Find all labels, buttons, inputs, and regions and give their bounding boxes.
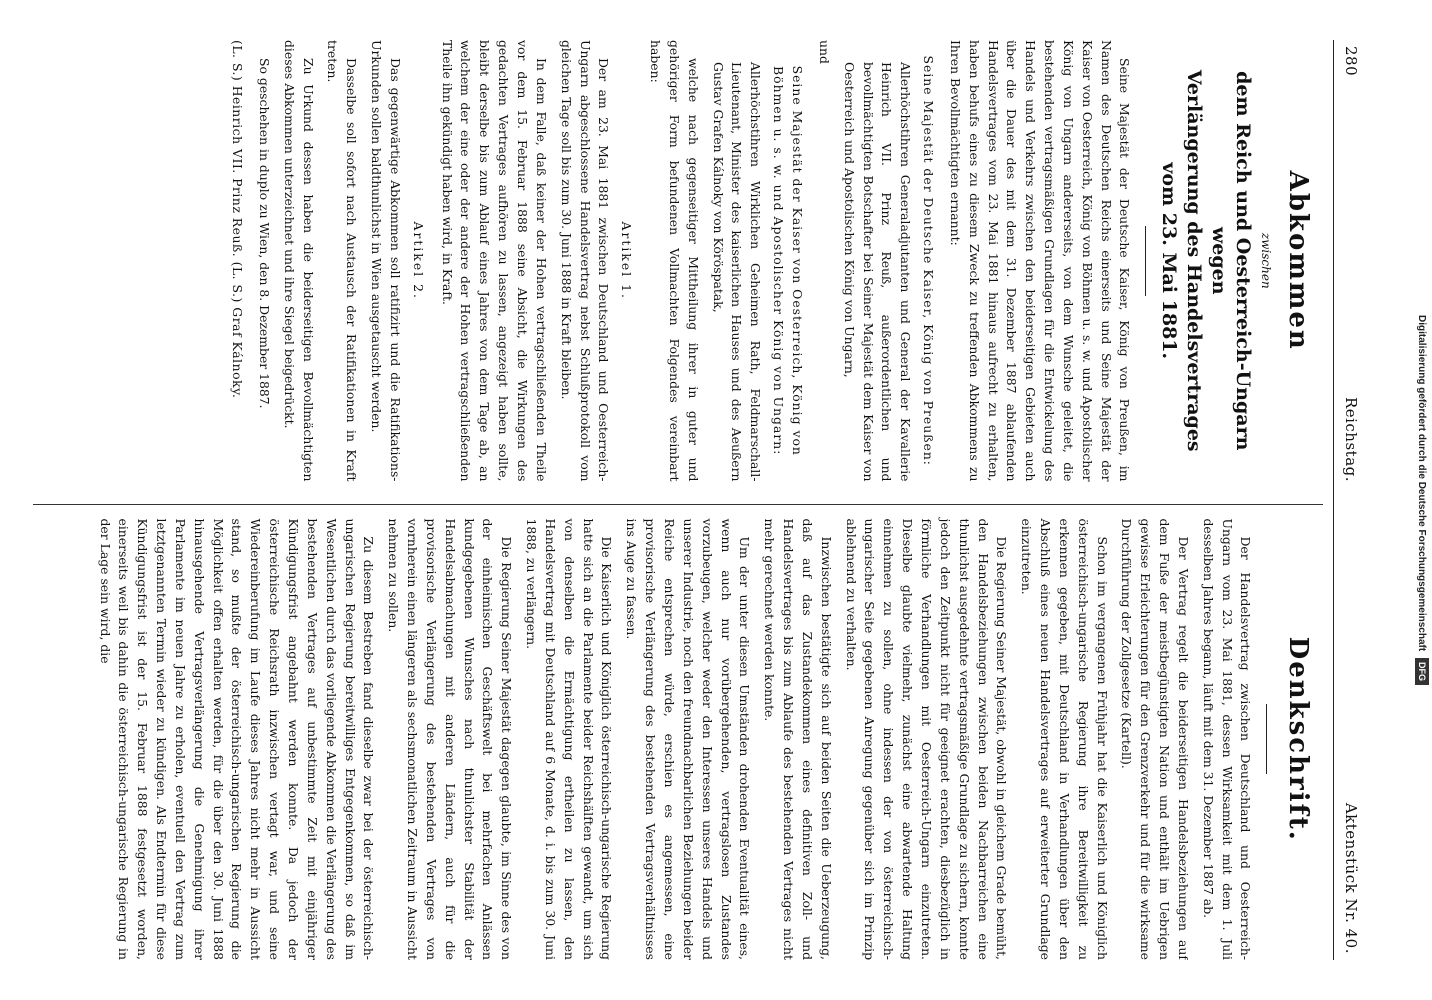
agreement-column <box>33 40 1323 482</box>
closing-line: So geschehen in duplo zu Wien, den 8. Dezember 1887. <box>256 58 272 409</box>
conjunction-und: und <box>816 40 832 64</box>
page-number: 280 <box>1342 46 1360 77</box>
article2-heading: Artikel 2. <box>410 221 426 300</box>
memorandum-column <box>33 504 1323 961</box>
party2-heading: Seine Majestät der Kaiser von Oesterreich, König von Böhmen u. s. w. und Apostolischer König von Ungarn: <box>771 65 805 456</box>
memo-paragraph-3: Schon im vergangenen Frühjahr hat die Kaiserlich und Königlich österreichisch-ungarische Regierung ihre Bereitwilligkeit zu erkennen gegeben, mit Deutschland in Verhandlungen über den Abschluß eines neuen Handelsvertrages auf erweiterter Grundlage einzutreten. <box>1019 518 1110 960</box>
memo-paragraph-1: Der Handelsvertrag zwischen Deutschland und Oesterreich-Ungarn vom 23. Mai 1881, dessen Wirksamkeit mit dem 1. Juli desselben Jahres begann, läuft mit dem 31. Dezember 1887 ab. <box>1200 518 1254 960</box>
agreement-subtitle <box>1157 40 1256 482</box>
article1-heading: Artikel 1. <box>619 221 635 300</box>
memo-paragraph-9: Zu diesem Bestreben fand dieselbe zwar bei der österreichisch-ungarischen Regierung bereitwilliges Entgegenkommen, so daß im Wesentlichen durch das vorliegende Abkommen die Verlängerung des bestehenden Vertrages auf unbestimmte Zeit mit einjähriger Kündigungsfrist angebahnt werden konnte. Da jedoch der österreichische Reichsrath inzwischen vertagt war, und seine Wiedereinberufung im Laufe dieses Jahres nicht mehr in Aussicht stand, so mußte der österreichisch-ungarischen Regierung die Möglichkeit offen erhalten werden, für die über den 30. Juni 1888 hinausgehende Vertragsverlängerung die Genehmigung ihrer Parlamente im neuen Jahre zu erholen, eventuell den Vertrag zum letztgenannten Termin wieder zu kündigen. Als Endtermin für diese Kündigungsfrist ist der 15. Februar 1888 festgesetzt worden, einerseits weil bis dahin die österreichisch-ungarische Regierung in der Lage sein wird, die <box>97 518 377 960</box>
digitization-credit-text: Digitalisierung gefördert durch die Deutsche Forschungsgemeinschaft <box>1416 315 1427 652</box>
digitization-credit-strip <box>1410 0 1432 1000</box>
memo-paragraph-7: Die Kaiserlich und Königlich österreichisch-ungarische Regierung hatte sich an die Parlamente beider Reichshälften gewandt, um sich von denselben die Ermächtigung ertheilen zu lassen, den Handelsvertrag mit Deutschland auf 6 Monate, d. i. bis zum 30. Juni 1888, zu verlängern. <box>524 518 615 960</box>
article2-paragraph-1: Das gegenwärtige Abkommen soll ratifizirt und die Ratifikations-Urkunden sollen baldthunlichst in Wien ausgetauscht werden. <box>369 40 403 482</box>
article1-paragraph-2: In dem Falle, daß keiner der Hohen vertragschließenden Theile vor dem 15. Februar 1888 seine Absicht, die Wirkungen des gedachten Vertrages aufhören zu lassen, angezeigt haben sollte, bleibt derselbe bis zum Ablauf eines Jahres von dem Tage ab, an welchem der eine oder der andere der Hohen vertragschließenden Theile ihn gekündigt haben wird, in Kraft. <box>439 40 549 482</box>
memo-paragraph-2: Der Vertrag regelt die beiderseitigen Handelsbeziehungen auf dem Fuße der meistbegünstigten Nation und enthält im Uebrigen gewisse Erleichterungen für den Grenzverkehr und für die wirksame Durchführung der Zollgesetze (Kartell). <box>1119 518 1191 960</box>
article1-paragraph-1: Der am 23. Mai 1881 zwischen Deutschland und Oesterreich-Ungarn abgeschlossene Handelsvertrag nebst Schlußprotokoll vom gleichen Tage soll bis zum 30. Juni 1888 in Kraft bleiben. <box>558 40 612 482</box>
memorandum-divider <box>1266 704 1267 774</box>
dfg-logo-badge: DFG <box>1415 658 1429 685</box>
party1-heading: Seine Majestät der Deutsche Kaiser, König von Preußen: <box>921 55 937 466</box>
preamble-paragraph: Seine Majestät der Deutsche Kaiser, König von Preußen, im Namen des Deutschen Reichs einerseits und Seine Majestät der Kaiser von Oesterreich, König von Böhmen u. s. w. und Apostolischer König von Ungarn andererseits, von dem Wunsche geleitet, die bestehenden vertragsmäßigen Grundlagen für die Entwickelung des Handels und Verkehrs zwischen den beiderseitigen Gebieten auch über die Dauer des mit dem 31. Dezember 1887 ablaufenden Handelsvertrages vom 23. Mai 1881 hinaus aufrecht zu erhalten, haben behufs eines zu diesem Zweck zu treffenden Abkommens zu Ihren Bevollmächtigten ernannt: <box>947 40 1133 482</box>
header-document-number: Aktenstück Nr. 40. <box>1342 802 1360 954</box>
running-header <box>1333 40 1360 960</box>
memo-paragraph-4: Die Regierung Seiner Majestät, obwohl in gleichem Grade bemüht, den Handelsbeziehungen zwischen beiden Nachbarreichen eine thunlichst ausgedehnte vertragsmäßige Grundlage zu sichern, konnte jedoch den Zeitpunkt nicht für geeignet erachten, diesbezüglich in förmliche Verhandlungen mit Oesterreich-Ungarn einzutreten. Dieselbe glaubte vielmehr, zunächst eine abwartende Haltung einnehmen zu sollen, ohne indessen der von österreichisch-ungarischer Seite gegebenen Anregung gegenüber sich im Prinzip ablehnend zu verhalten. <box>843 518 1010 960</box>
title-divider <box>1146 226 1147 296</box>
memorandum-title: Denkschrift. <box>1283 636 1313 842</box>
memo-paragraph-5: Inzwischen bestätigte sich auf beiden Seiten die Ueberzeugung, daß auf das Zustandekommen eines definitiven Zoll- und Handelsvertrages bis zum Ablaufe des bestehenden Vertrages nicht mehr gerechnet werden konnte. <box>762 518 834 960</box>
party2-delegate: Allerhöchstihren Wirklichen Geheimen Rath, Feldmarschall-Lieutenant, Minister des kaiserlichen Hauses und des Aeußern Gustav Grafen Kálnoky von Köröspatak, <box>710 62 764 482</box>
party1-delegate: Allerhöchstihren Generaladjutanten und General der Kavallerie Heinrich VII. Prinz Reuß, außerordentlichen und bevollmächtigten Botschafter bei Seiner Majestät dem Kaiser von Oesterreich und Apostolischen König von Ungarn, <box>841 62 914 482</box>
memo-paragraph-6: Um der unter diesen Umständen drohenden Eventualität eines, wenn auch nur vorübergehenden, vertragslosen Zustandes vorzubeugen, welcher weder den Interessen unseres Handels und unserer Industrie, noch den freundnachbarlichen Beziehungen beider Reiche entsprechen würde, erschien es angemessen, eine provisorische Verlängerung des bestehenden Vertragsverhältnisses ins Auge zu fassen. <box>624 518 753 960</box>
article2-paragraph-3: Zu Urkund dessen haben die beiderseitigen Bevollmächtigten dieses Abkommen unterzeichnet und ihre Siegel beigedrückt. <box>281 40 316 482</box>
subtitle-line-2: Verlängerung des Handelsvertrages <box>1182 69 1205 452</box>
agreement-title: Abkommen <box>1283 170 1313 351</box>
digitization-credit <box>1410 0 1432 1000</box>
signature-line: (L. S.) Heinrich VII. Prinz Reuß. (L. S.) Graf Kálnoky. <box>230 40 246 399</box>
after-parties-paragraph: welche nach gegenseitiger Mittheilung ihrer in guter und gehöriger Form befundenen Vollmachten Folgendes vereinbart haben: <box>648 40 701 482</box>
memo-paragraph-8: Die Regierung Seiner Majestät dagegen glaubte, im Sinne des von der einheimischen Geschäftswelt bei mehrfachen Anlässen kundgegebenen Wunsches nach thunlichster Stabilität der Handelsabmachungen mit anderen Ländern, auch für die provisorische Verlängerung des bestehenden Vertrages von vornherein einen längeren als sechsmonatlichen Zeitraum in Aussicht nehmen zu sollen. <box>386 518 515 960</box>
agreement-zwischen: zwischen <box>1259 232 1274 289</box>
subtitle-line-1: dem Reich und Oesterreich-Ungarn wegen <box>1207 71 1255 451</box>
header-left-label: Reichstag. <box>1342 396 1360 483</box>
subtitle-line-3: vom 23. Mai 1881. <box>1158 162 1181 360</box>
article2-paragraph-2: Dasselbe soll sofort nach Austausch der Ratifikationen in Kraft treten. <box>325 40 360 482</box>
